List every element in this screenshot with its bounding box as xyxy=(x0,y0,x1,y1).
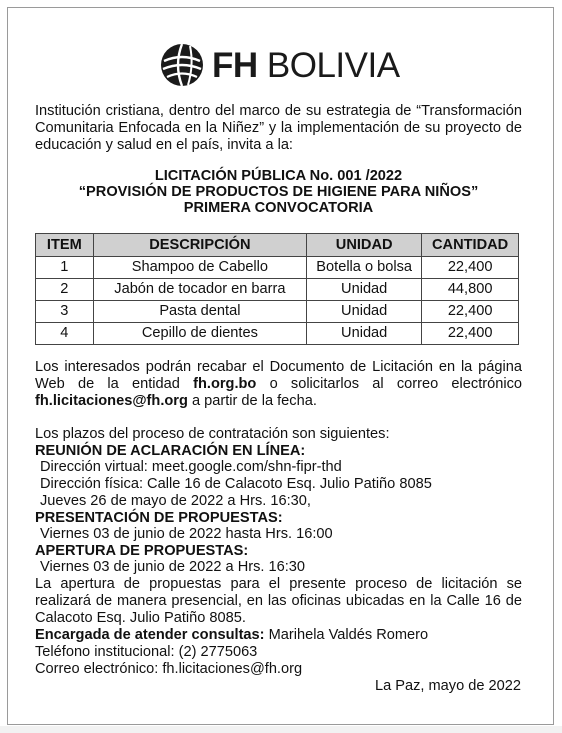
opening-heading: APERTURA DE PROPUESTAS: xyxy=(35,543,249,559)
header-item: ITEM xyxy=(36,234,94,257)
cell-unit: Unidad xyxy=(307,323,422,345)
table-row xyxy=(36,257,519,279)
meeting-heading: REUNIÓN DE ACLARACIÓN EN LÍNEA: xyxy=(35,443,306,459)
tender-number: LICITACIÓN PÚBLICA No. 001 /2022 xyxy=(154,168,403,184)
submission-date: Viernes 03 de junio de 2022 hasta Hrs. 16:00 xyxy=(40,526,333,542)
brand-light: BOLIVIA xyxy=(266,45,400,85)
meeting-physical-address: Dirección física: Calle 16 de Calacoto Esq. Julio Patiño 8085 xyxy=(40,476,432,492)
table-row xyxy=(36,279,519,301)
fh-bolivia-logo xyxy=(160,43,400,87)
intro-paragraph: Institución cristiana, dentro del marco de su estrategia de “Transformación Comunitaria Enfocada en la Niñez” y la implementación de su proyecto de educación y salud en el país, invita a la: xyxy=(35,103,522,153)
cell-unit: Botella o bolsa xyxy=(307,257,422,279)
submission-heading: PRESENTACIÓN DE PROPUESTAS: xyxy=(35,510,283,526)
globe-logo-icon xyxy=(160,43,204,87)
contact-name: Marihela Valdés Romero xyxy=(264,627,429,643)
closing-date: La Paz, mayo de 2022 xyxy=(374,678,521,694)
cell-unit: Unidad xyxy=(307,279,422,301)
document-body xyxy=(35,103,522,678)
header-description: DESCRIPCIÓN xyxy=(93,234,306,257)
tender-headline xyxy=(35,168,522,216)
tender-call: PRIMERA CONVOCATORIA xyxy=(183,200,374,216)
cell-quantity: 22,400 xyxy=(422,257,519,279)
interest-text-3: a partir de la fecha. xyxy=(187,393,317,409)
table-row xyxy=(36,301,519,323)
interest-paragraph xyxy=(35,359,522,410)
header-quantity: CANTIDAD xyxy=(422,234,519,257)
phone-line: Teléfono institucional: (2) 2775063 xyxy=(35,644,258,660)
cell-item: 2 xyxy=(36,279,94,301)
table-header-row xyxy=(36,234,519,257)
cell-quantity: 22,400 xyxy=(422,301,519,323)
meeting-virtual-address: Dirección virtual: meet.google.com/shn-fipr-thd xyxy=(40,459,342,475)
cell-item: 1 xyxy=(36,257,94,279)
opening-note: La apertura de propuestas para el presente proceso de licitación se realizará de manera presencial, en las oficinas ubicadas en la Calle 16 de Calacoto Esq. Julio Patiño 8085. xyxy=(35,576,522,626)
opening-date: Viernes 03 de junio de 2022 a Hrs. 16:30 xyxy=(40,559,306,575)
meeting-date: Jueves 26 de mayo de 2022 a Hrs. 16:30, xyxy=(40,493,311,509)
cell-description: Jabón de tocador en barra xyxy=(93,279,306,301)
cell-item: 3 xyxy=(36,301,94,323)
cell-unit: Unidad xyxy=(307,301,422,323)
email-line: Correo electrónico: fh.licitaciones@fh.org xyxy=(35,661,303,677)
cell-quantity: 22,400 xyxy=(422,323,519,345)
tender-title: “PROVISIÓN DE PRODUCTOS DE HIGIENE PARA NIÑOS” xyxy=(78,184,479,200)
schedule-intro: Los plazos del proceso de contratación son siguientes: xyxy=(35,426,390,442)
interest-text-1: Los interesados podrán recabar el Documento de Licitación en la página Web de la entidad xyxy=(35,359,522,392)
schedule-section xyxy=(35,426,522,678)
cell-item: 4 xyxy=(36,323,94,345)
page-bottom-margin xyxy=(0,726,562,733)
email-text: fh.licitaciones@fh.org xyxy=(35,393,188,409)
table-row xyxy=(36,323,519,345)
website-text: fh.org.bo xyxy=(193,376,257,392)
brand-bold: FH xyxy=(212,45,258,85)
cell-description: Pasta dental xyxy=(93,301,306,323)
contact-line xyxy=(35,627,522,644)
header-unit: UNIDAD xyxy=(307,234,422,257)
cell-description: Cepillo de dientes xyxy=(93,323,306,345)
interest-text-2: o solicitarlos al correo electrónico xyxy=(256,376,522,392)
contact-label: Encargada de atender consultas: xyxy=(35,627,265,643)
cell-quantity: 44,800 xyxy=(422,279,519,301)
items-table xyxy=(35,233,519,345)
brand-name xyxy=(212,45,400,85)
cell-description: Shampoo de Cabello xyxy=(93,257,306,279)
